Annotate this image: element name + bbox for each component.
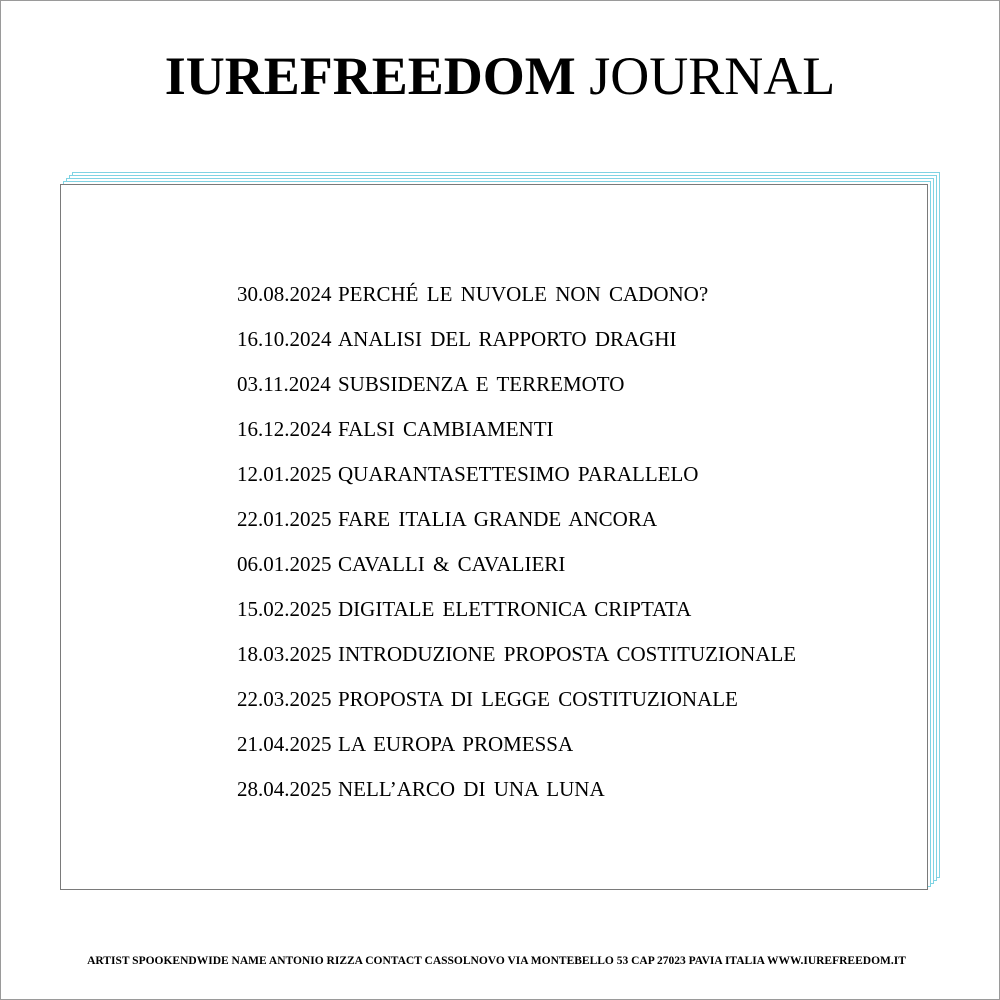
article-item[interactable] (237, 550, 796, 595)
article-item[interactable] (237, 640, 796, 685)
article-item[interactable] (237, 325, 796, 370)
footer-contact: ARTIST SPOOKENDWIDE NAME ANTONIO RIZZA CONTACT CASSOLNOVO VIA MONTEBELLO 53 CAP 27023 PAVIA ITALIA WWW.IUREFREEDOM.IT (87, 955, 906, 967)
article-date: 06.01.2025 (237, 552, 332, 576)
article-title[interactable]: DIGITALE ELETTRONICA CRIPTATA (338, 597, 692, 621)
article-date: 12.01.2025 (237, 462, 332, 486)
article-title[interactable]: PROPOSTA DI LEGGE COSTITUZIONALE (338, 687, 738, 711)
article-date: 16.10.2024 (237, 327, 332, 351)
article-date: 18.03.2025 (237, 642, 332, 666)
journal-title-bold: IUREFREEDOM (164, 46, 576, 106)
article-item[interactable] (237, 595, 796, 640)
article-list (237, 280, 796, 820)
article-title[interactable]: SUBSIDENZA E TERREMOTO (338, 372, 625, 396)
article-title[interactable]: PERCHÉ LE NUVOLE NON CADONO? (338, 282, 709, 306)
article-date: 30.08.2024 (237, 282, 332, 306)
article-title[interactable]: ANALISI DEL RAPPORTO DRAGHI (338, 327, 677, 351)
article-date: 21.04.2025 (237, 732, 332, 756)
journal-title-regular: JOURNAL (589, 46, 836, 106)
article-title[interactable]: FARE ITALIA GRANDE ANCORA (338, 507, 658, 531)
article-item[interactable] (237, 370, 796, 415)
article-title[interactable]: CAVALLI & CAVALIERI (338, 552, 566, 576)
article-date: 03.11.2024 (237, 372, 331, 396)
article-date: 16.12.2024 (237, 417, 332, 441)
article-title[interactable]: QUARANTASETTESIMO PARALLELO (338, 462, 699, 486)
article-date: 28.04.2025 (237, 777, 332, 801)
journal-title (0, 44, 1000, 108)
article-title[interactable]: LA EUROPA PROMESSA (338, 732, 574, 756)
article-date: 22.03.2025 (237, 687, 332, 711)
article-title[interactable]: NELL’ARCO DI UNA LUNA (338, 777, 605, 801)
article-item[interactable] (237, 775, 796, 820)
article-title[interactable]: FALSI CAMBIAMENTI (338, 417, 554, 441)
article-title[interactable]: INTRODUZIONE PROPOSTA COSTITUZIONALE (338, 642, 797, 666)
article-date: 22.01.2025 (237, 507, 332, 531)
article-item[interactable] (237, 730, 796, 775)
article-item[interactable] (237, 460, 796, 505)
article-date: 15.02.2025 (237, 597, 332, 621)
article-item[interactable] (237, 505, 796, 550)
article-item[interactable] (237, 685, 796, 730)
article-item[interactable] (237, 415, 796, 460)
article-item[interactable] (237, 280, 796, 325)
